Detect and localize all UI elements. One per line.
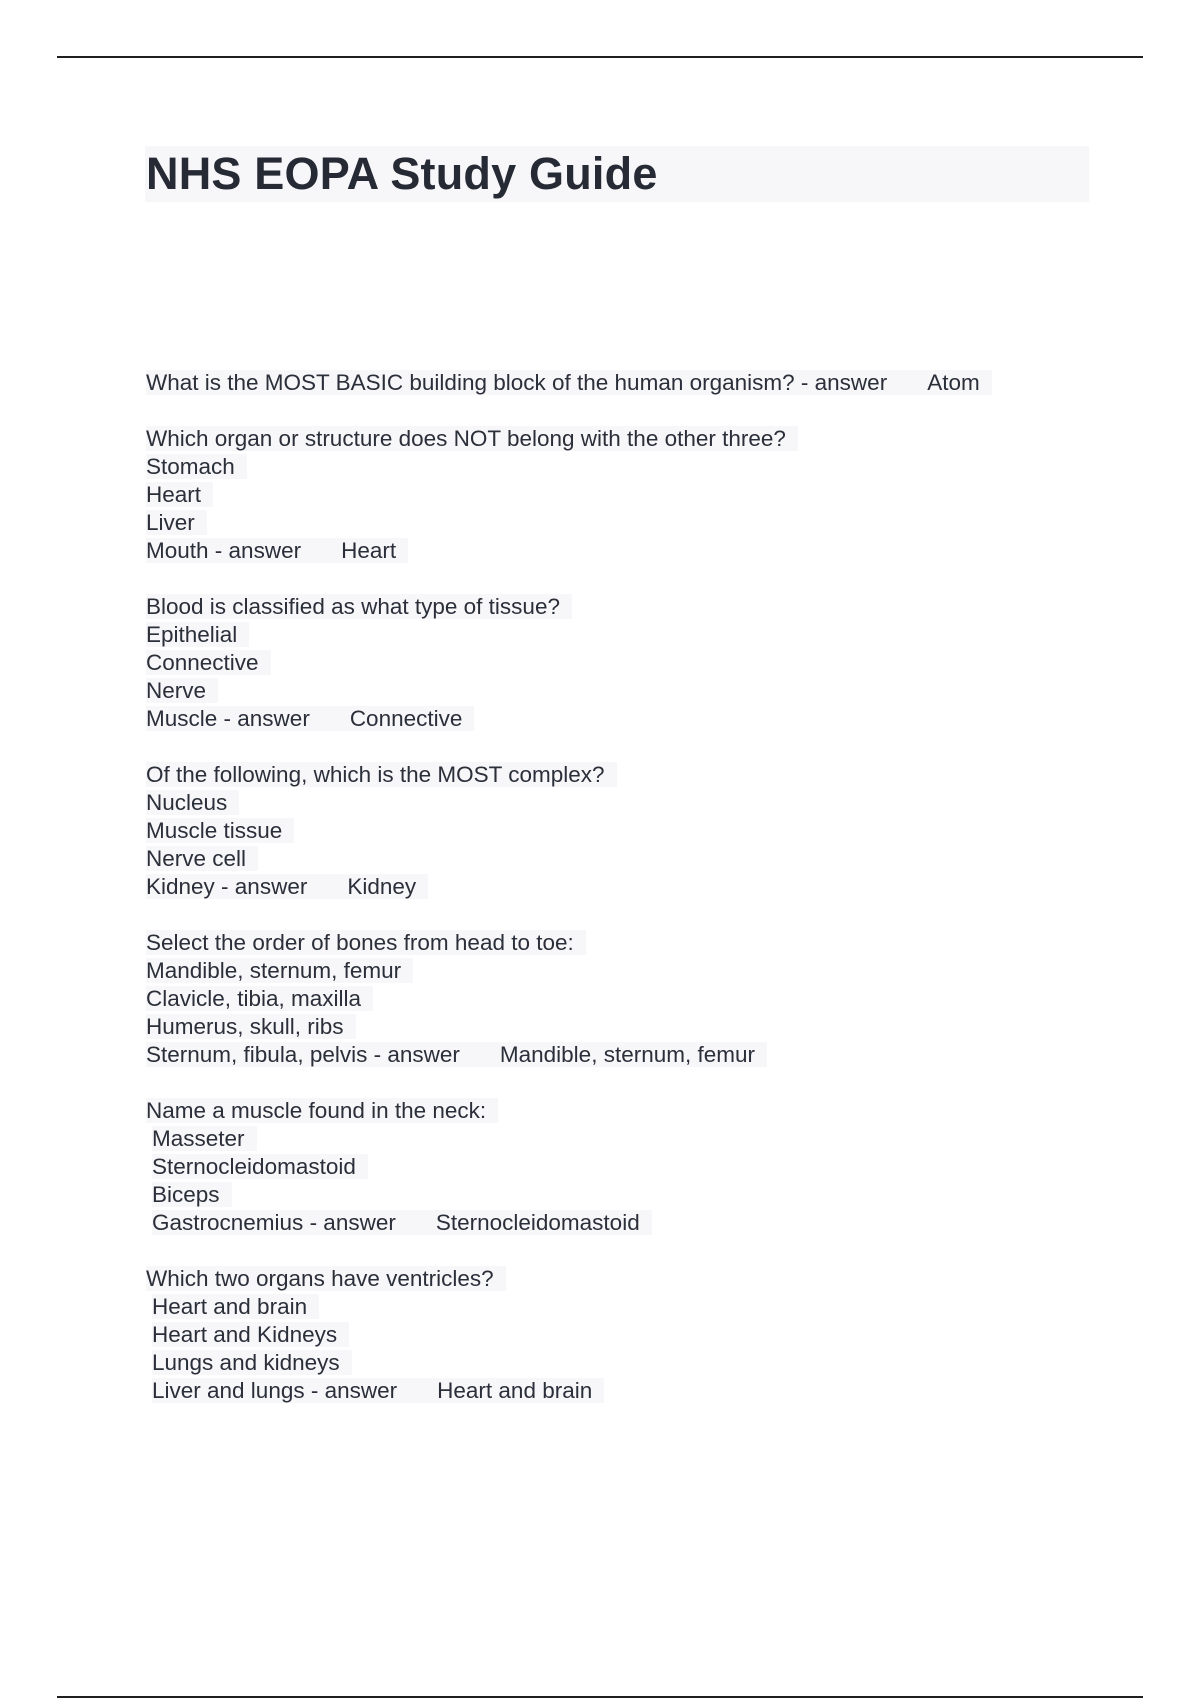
answer-marker: - answer [304,1378,398,1403]
question-text: Which organ or structure does NOT belong with the other three? [146,426,798,451]
option-text: Stomach [146,454,247,479]
option-line [146,621,1106,649]
option-text: Epithelial [146,622,249,647]
option-line [146,677,1106,705]
page-title: NHS EOPA Study Guide [146,148,658,199]
option-text: Muscle tissue [146,818,294,843]
question-item [146,761,1106,901]
option-text: Mouth [146,538,209,563]
option-line [146,1293,1106,1321]
option-line [146,509,1106,537]
answer-line [146,705,1106,733]
answer-text: Heart and brain [437,1378,593,1403]
option-line [146,649,1106,677]
option-text: Muscle [146,706,218,731]
bottom-rule [57,1696,1143,1698]
question-item [146,1097,1106,1237]
question-text: Select the order of bones from head to toe: [146,930,586,955]
answer-line [146,1041,1106,1069]
option-text: Heart and Kidneys [152,1322,349,1347]
option-line [146,453,1106,481]
answer-marker: - answer [303,1210,396,1235]
option-text: Humerus, skull, ribs [146,1014,356,1039]
question-line [146,425,1106,453]
question-text: Name a muscle found in the neck: [146,1098,498,1123]
option-line [146,845,1106,873]
option-line [146,985,1106,1013]
question-line [146,369,1106,397]
option-line [146,957,1106,985]
option-line [146,1153,1106,1181]
option-text: Gastrocnemius [152,1210,304,1235]
answer-line [146,1209,1106,1237]
question-item [146,1265,1106,1405]
option-line [146,1013,1106,1041]
answer-marker: - answer [794,370,888,395]
option-line [146,817,1106,845]
option-line [146,1125,1106,1153]
question-line [146,1265,1106,1293]
option-text: Sternum, fibula, pelvis [146,1042,368,1067]
option-text: Liver and lungs [152,1378,305,1403]
option-text: Lungs and kidneys [152,1350,352,1375]
answer-text: Heart [341,538,397,563]
option-text: Liver [146,510,207,535]
top-rule [57,56,1143,58]
option-text: Connective [146,650,271,675]
question-text: Which two organs have ventricles? [146,1266,506,1291]
answer-line [146,873,1106,901]
question-line [146,929,1106,957]
answer-marker: - answer [217,706,310,731]
question-item [146,929,1106,1069]
option-text: Mandible, sternum, femur [146,958,413,983]
question-line [146,1097,1106,1125]
answer-text: Kidney [347,874,417,899]
option-line [146,481,1106,509]
answer-marker: - answer [208,538,302,563]
option-text: Nerve [146,678,218,703]
option-text: Nucleus [146,790,239,815]
answer-marker: - answer [214,874,308,899]
option-text: Sternocleidomastoid [152,1154,368,1179]
question-text: Blood is classified as what type of tissue? [146,594,572,619]
option-line [146,1321,1106,1349]
option-line [146,789,1106,817]
answer-text: Atom [927,370,980,395]
question-list [146,369,1106,1433]
option-text: Heart [146,482,213,507]
question-line [146,761,1106,789]
option-text: Kidney [146,874,215,899]
question-text: What is the MOST BASIC building block of the human organism? [146,370,795,395]
question-item [146,369,1106,397]
question-line [146,593,1106,621]
option-text: Masseter [152,1126,257,1151]
answer-text: Sternocleidomastoid [435,1210,640,1235]
answer-text: Mandible, sternum, femur [499,1042,755,1067]
option-text: Nerve cell [146,846,258,871]
option-line [146,1349,1106,1377]
answer-text: Connective [349,706,463,731]
option-line [146,1181,1106,1209]
answer-marker: - answer [367,1042,460,1067]
option-text: Heart and brain [152,1294,319,1319]
answer-line [146,1377,1106,1405]
option-text: Clavicle, tibia, maxilla [146,986,373,1011]
question-text: Of the following, which is the MOST complex? [146,762,617,787]
question-item [146,425,1106,565]
answer-line [146,537,1106,565]
question-item [146,593,1106,733]
option-text: Biceps [152,1182,232,1207]
